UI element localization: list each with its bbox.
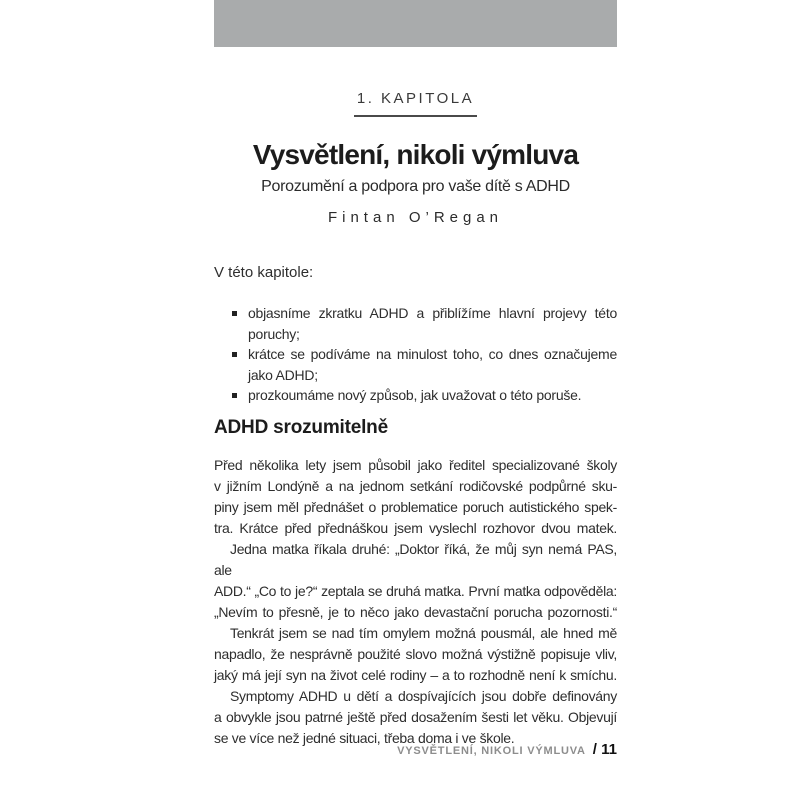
body-line: Tenkrát jsem se nad tím omylem možná pousmál, ale hned mě [230, 625, 617, 641]
chapter-row [214, 90, 617, 117]
running-title: VYSVĚTLENÍ, NIKOLI VÝMLUVA [397, 745, 586, 757]
bullet-line: krátce se podíváme na minulost toho, co dnes označujeme [248, 346, 617, 362]
header-banner [214, 0, 617, 47]
page-number: / 11 [592, 741, 617, 758]
body-line: napadlo, že nesprávně použité slovo možná výstižně popisuje vliv, [214, 646, 617, 662]
body-line: Jedna matka říkala druhé: „Doktor říká, že můj syn nemá PAS, ale [214, 541, 617, 578]
page-footer [214, 741, 617, 759]
list-item [214, 385, 617, 406]
bullet-square-icon [232, 311, 237, 316]
intro-heading: V této kapitole: [214, 264, 314, 281]
bullet-square-icon [232, 393, 237, 398]
body-line: ADD.“ „Co to je?“ zeptala se druhá matka. První matka odpověděla: [214, 583, 617, 599]
body-line: Symptomy ADHD u dětí a dospívajících jsou dobře definovány [230, 688, 617, 704]
list-item [214, 344, 617, 385]
list-item [214, 303, 617, 344]
chapter-label: 1. KAPITOLA [354, 90, 477, 117]
bullet-line: jako ADHD; [248, 366, 318, 383]
page-title: Vysvětlení, nikoli výmluva [252, 139, 579, 170]
body-paragraph [214, 686, 617, 749]
page-subtitle: Porozumění a podpora pro vaše dítě s ADHD [261, 178, 570, 195]
body-paragraph [214, 623, 617, 686]
bullet-square-icon [232, 352, 237, 357]
bullet-list [214, 303, 617, 406]
bullet-line: prozkoumáme nový způsob, jak uvažovat o této poruše. [248, 387, 582, 403]
body-line: v jižním Londýně a na jednom setkání rodičovské podpůrné sku- [214, 478, 617, 494]
body-line: tra. Krátce před přednáškou jsem vyslechl rozhovor dvou matek. [214, 520, 617, 536]
body-line: se ve více než jedné situaci, třeba doma i ve škole. [214, 730, 515, 746]
body-line: jaký má její syn na život celé rodiny – a to rozhodně není k smíchu. [214, 667, 617, 683]
body-line: „Nevím to přesně, je to něco jako devastační porucha pozornosti.“ [214, 604, 617, 620]
body-paragraph [214, 539, 617, 623]
author-name: Fintan O’Regan [327, 209, 504, 226]
body-line: a obvykle jsou patrné ještě před dosažením šesti let věku. Objevují [214, 709, 617, 725]
section-heading: ADHD srozumitelně [214, 417, 388, 438]
body-paragraph [214, 455, 617, 539]
body-line: piny jsem měl přednášet o problematice poruch autistického spek- [214, 499, 617, 515]
body-line: Před několika lety jsem působil jako ředitel specializované školy [214, 457, 617, 473]
body-text [214, 455, 617, 749]
bullet-line: objasníme zkratku ADHD a přiblížíme hlavní projevy této poruchy; [248, 305, 617, 342]
